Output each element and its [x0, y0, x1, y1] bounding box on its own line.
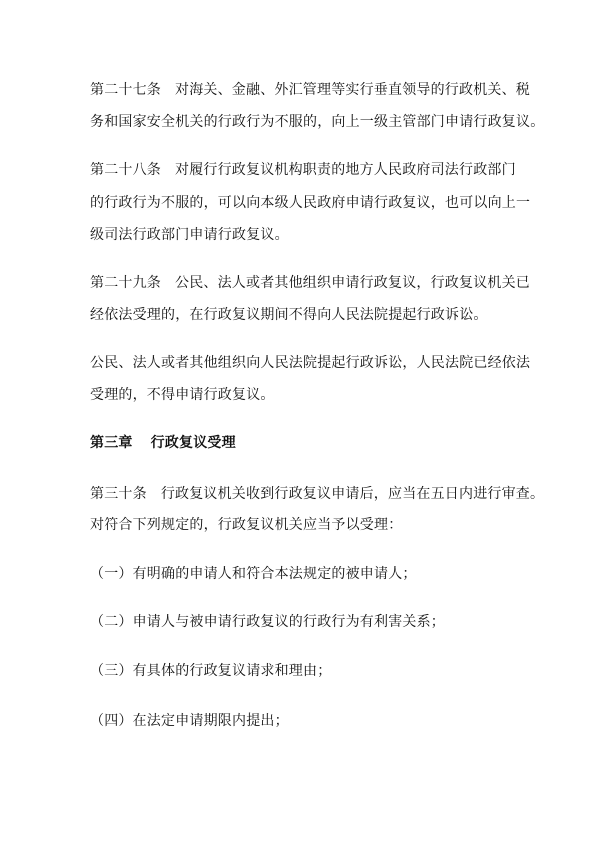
article-29-para-2-line-2: 受理的，不得申请行政复议。: [90, 387, 275, 403]
chapter-3-number: 第三章: [90, 435, 133, 451]
article-30-line-2: 对符合下列规定的，行政复议机关应当予以受理：: [90, 517, 403, 533]
chapter-3-heading: [90, 434, 236, 452]
article-29-text-1: 公民、法人或者其他组织申请行政复议，行政复议机关已: [175, 275, 530, 291]
list-item: （三）有具体的行政复议请求和理由；: [90, 663, 332, 679]
article-28-line-1: [90, 161, 516, 179]
article-30-number: 第三十条: [90, 486, 147, 502]
article-28-line-3: 级司法行政部门申请行政复议。: [90, 227, 289, 243]
article-27-number: 第二十七条: [90, 82, 161, 98]
list-item: （四）在法定申请期限内提出；: [90, 713, 289, 729]
list-item: （二）申请人与被申请行政复议的行政行为有利害关系；: [90, 614, 445, 630]
article-29-line-2: 经依法受理的，在行政复议期间不得向人民法院提起行政诉讼。: [90, 307, 488, 323]
list-item: （一）有明确的申请人和符合本法规定的被申请人；: [90, 566, 417, 582]
article-28-text-1: 对履行行政复议机构职责的地方人民政府司法行政部门: [175, 162, 516, 178]
article-27-line-2: 务和国家安全机关的行政行为不服的，向上一级主管部门申请行政复议。: [90, 114, 545, 130]
chapter-3-title: 行政复议受理: [150, 435, 236, 451]
article-29-para-2-line-1: 公民、法人或者其他组织向人民法院提起行政诉讼，人民法院已经依法: [90, 355, 531, 371]
article-30-line-1: [90, 485, 544, 503]
article-27-line-1: [90, 81, 530, 99]
article-29-line-1: [90, 274, 530, 292]
article-28-number: 第二十八条: [90, 162, 161, 178]
article-29-number: 第二十九条: [90, 275, 161, 291]
article-28-line-2: 的行政行为不服的，可以向本级人民政府申请行政复议，也可以向上一: [90, 195, 531, 211]
article-30-text-1: 行政复议机关收到行政复议申请后，应当在五日内进行审查。: [160, 486, 545, 502]
article-27-text-1: 对海关、金融、外汇管理等实行垂直领导的行政机关、税: [175, 82, 530, 98]
